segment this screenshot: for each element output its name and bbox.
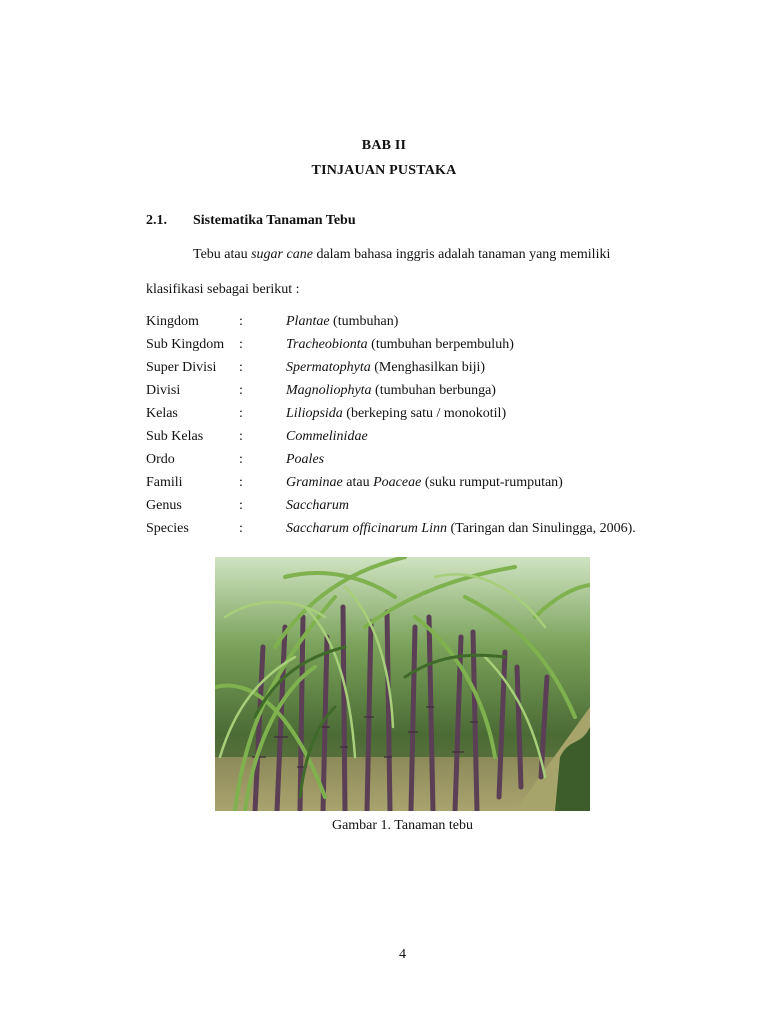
sugarcane-photo (215, 557, 590, 811)
taxonomy-value (286, 452, 324, 468)
taxonomy-rank: Genus (146, 498, 182, 513)
taxonomy-value (286, 314, 398, 330)
chapter-label: BAB II (361, 138, 407, 153)
figure-caption: Gambar 1. Tanaman tebu (331, 818, 474, 833)
taxonomy-value (286, 360, 485, 376)
taxon-name: Graminae (286, 475, 343, 490)
taxonomy-value (286, 475, 563, 491)
chapter-title: TINJAUAN PUSTAKA (311, 163, 457, 178)
taxonomy-row-kingdom (146, 314, 706, 336)
taxon-name: Plantae (286, 314, 330, 329)
taxon-name: Tracheobionta (286, 337, 368, 352)
taxon-name: Spermatophyta (286, 360, 371, 375)
taxonomy-row-ordo (146, 452, 706, 474)
taxon-connector: atau (342, 475, 374, 490)
intro-paragraph-line2: klasifikasi sebagai berikut : (146, 282, 300, 297)
taxonomy-row-sub-kingdom (146, 337, 706, 359)
taxon-name: Poales (286, 452, 325, 467)
taxonomy-colon: : (239, 452, 243, 467)
taxonomy-row-super-divisi (146, 360, 706, 382)
taxonomy-colon: : (239, 475, 243, 490)
taxonomy-colon: : (239, 314, 243, 329)
taxonomy-row-species (146, 521, 706, 543)
taxon-name: Commelinidae (286, 429, 368, 444)
taxonomy-rank: Kingdom (146, 314, 199, 329)
taxon-name: Magnoliophyta (286, 383, 372, 398)
taxonomy-rank: Sub Kelas (146, 429, 204, 444)
taxonomy-colon: : (239, 383, 243, 398)
intro-italic-term: sugar cane (251, 247, 313, 262)
taxonomy-colon: : (239, 337, 243, 352)
intro-text-1: Tebu atau (193, 247, 252, 262)
taxonomy-row-divisi (146, 383, 706, 405)
taxonomy-row-genus (146, 498, 706, 520)
taxon-description: (tumbuhan) (329, 314, 399, 329)
intro-paragraph (193, 247, 610, 263)
taxonomy-rank: Super Divisi (146, 360, 217, 375)
taxonomy-row-kelas (146, 406, 706, 428)
taxonomy-rank: Kelas (146, 406, 178, 421)
taxonomy-rank: Ordo (146, 452, 175, 467)
taxonomy-value (286, 429, 368, 445)
taxon-description: (berkeping satu / monokotil) (342, 406, 507, 421)
taxonomy-value (286, 498, 349, 514)
taxonomy-colon: : (239, 429, 243, 444)
taxon-description: (suku rumput-rumputan) (421, 475, 563, 490)
section-title: Sistematika Tanaman Tebu (193, 213, 356, 228)
taxon-name-alt: Poaceae (373, 475, 422, 490)
taxonomy-colon: : (239, 360, 243, 375)
taxonomy-rank: Divisi (146, 383, 181, 398)
taxon-description: (tumbuhan berpembuluh) (367, 337, 514, 352)
page-number: 4 (399, 947, 406, 962)
taxonomy-value (286, 383, 496, 399)
taxon-description: (Menghasilkan biji) (370, 360, 486, 375)
taxonomy-colon: : (239, 521, 243, 536)
section-number: 2.1. (146, 213, 167, 228)
taxon-name: Saccharum officinarum Linn (286, 521, 447, 536)
taxonomy-value (286, 406, 506, 422)
taxon-description: (Taringan dan Sinulingga, 2006). (447, 521, 636, 536)
taxonomy-row-sub-kelas (146, 429, 706, 451)
taxonomy-colon: : (239, 406, 243, 421)
taxonomy-colon: : (239, 498, 243, 513)
taxon-description: (tumbuhan berbunga) (371, 383, 496, 398)
taxonomy-rank: Famili (146, 475, 183, 490)
taxonomy-rank: Sub Kingdom (146, 337, 225, 352)
intro-text-2: dalam bahasa inggris adalah tanaman yang memiliki (312, 247, 611, 262)
taxonomy-rank: Species (146, 521, 189, 536)
taxon-name: Saccharum (286, 498, 349, 513)
taxonomy-row-famili (146, 475, 706, 497)
taxonomy-value (286, 521, 636, 537)
taxon-name: Liliopsida (286, 406, 343, 421)
taxonomy-value (286, 337, 514, 353)
